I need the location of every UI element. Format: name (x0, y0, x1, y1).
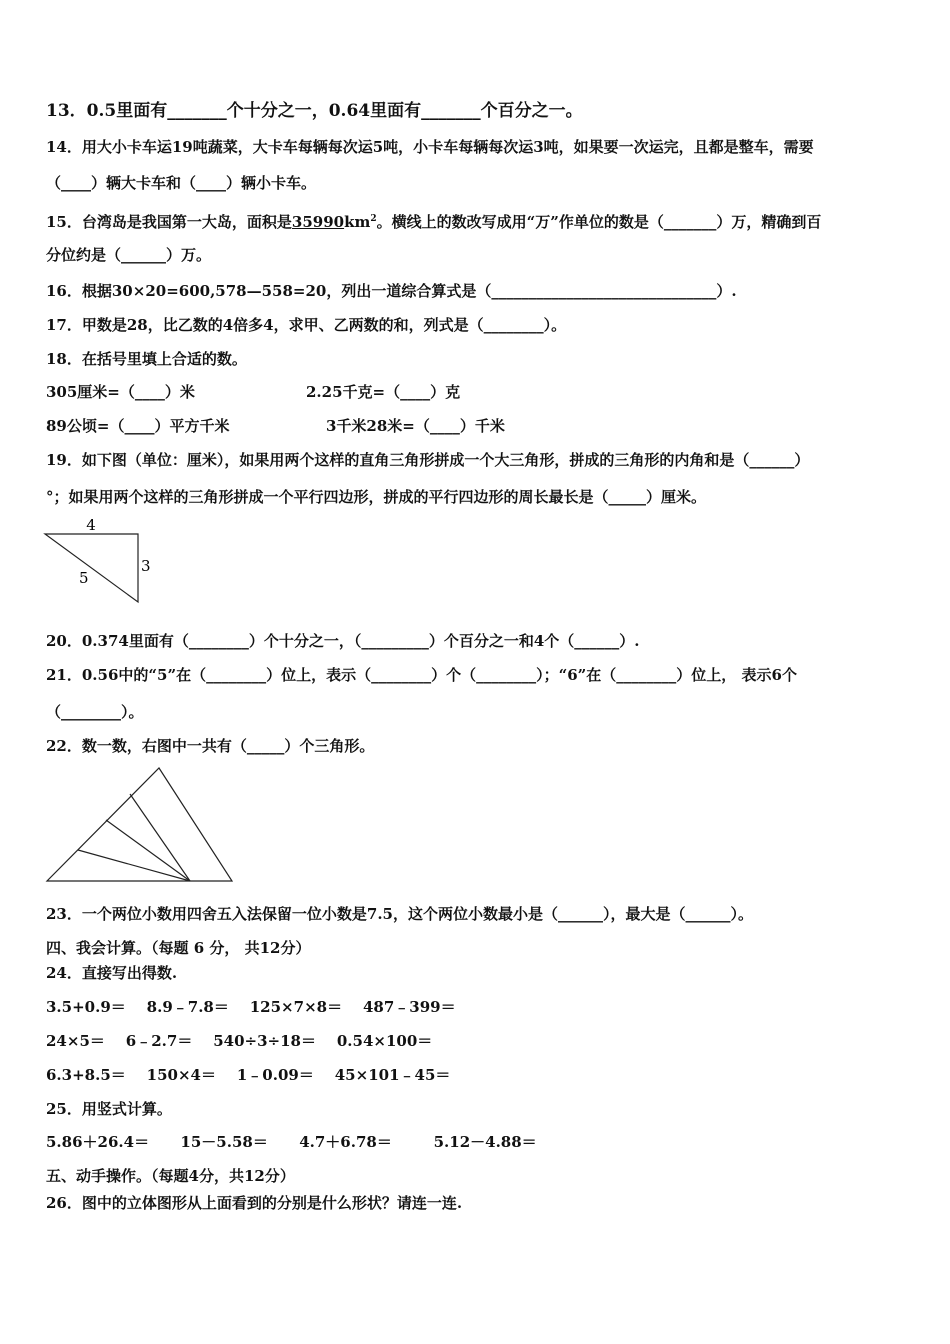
calc-item: 6﹣2.7＝ (125, 1032, 193, 1050)
calc-item: 125×7×8＝ (249, 998, 343, 1016)
calc-item: 0.54×100＝ (336, 1032, 433, 1050)
triangle-label-hypotenuse: 5 (79, 569, 89, 587)
section-5-heading: 五、动手操作。（每题4分，共12分） (46, 1167, 295, 1185)
q18-item-4: 3千米28米=（____）千米 (326, 417, 505, 435)
question-18: 18．在括号里填上合适的数。 (46, 350, 247, 368)
calc-item: 3.5+0.9＝ (46, 998, 126, 1016)
question-15-line2: 分位约是（______）万。 (46, 246, 212, 264)
vertical-calc-item: 4.7＋6.78＝ (299, 1133, 392, 1151)
question-26: 26．图中的立体图形从上面看到的分别是什么形状？请连一连. (46, 1194, 463, 1212)
question-13: 13．0.5里面有_______个十分之一，0.64里面有_______个百分之一。 (46, 101, 583, 121)
calc-item: 1﹣0.09＝ (236, 1066, 314, 1084)
calc-item: 24×5＝ (46, 1032, 105, 1050)
question-14-line1: 14．用大小卡车运19吨蔬菜，大卡车每辆每次运5吨，小卡车每辆每次运3吨，如果要一次运完，且都是整车，需要 (46, 138, 814, 156)
question-17: 17．甲数是28，比乙数的4倍多4，求甲、乙两数的和，列式是（________）。 (46, 316, 567, 334)
q18-item-1: 305厘米=（____）米 (46, 383, 195, 401)
outer-triangle (47, 768, 232, 881)
question-19-line2: °；如果用两个这样的三角形拼成一个平行四边形，拼成的平行四边形的周长最长是（_____）厘米。 (46, 488, 707, 506)
inner-line-1 (130, 794, 190, 881)
right-triangle-figure (40, 514, 160, 609)
vertical-calc-row (46, 1132, 537, 1152)
question-21-line1: 21．0.56中的“5”在（________）位上，表示（________）个（________）；“6”在（________）位上， 表示6个 (46, 666, 797, 684)
q18-item-2: 2.25千克=（____）克 (306, 383, 461, 401)
calc-row-2 (46, 1031, 432, 1051)
question-16: 16．根据30×20=600,578—558=20，列出一道综合算式是（______________________________）. (46, 282, 737, 300)
question-14-line2: （____）辆大卡车和（____）辆小卡车。 (46, 174, 317, 192)
question-20: 20．0.374里面有（________）个十分之一，（_________）个百分之一和4个（______）. (46, 632, 640, 650)
question-19-line1: 19．如下图（单位：厘米），如果用两个这样的直角三角形拼成一个大三角形，拼成的三角形的内角和是（______） (46, 451, 810, 469)
q15-unit: km (344, 213, 371, 231)
triangle-label-top: 4 (86, 516, 96, 534)
question-23: 23．一个两位小数用四舍五入法保留一位小数是7.5，这个两位小数最小是（______），最大是（______）。 (46, 905, 753, 923)
right-triangle-shape (45, 534, 138, 602)
question-21-line2: （________）。 (46, 703, 144, 721)
q15-underlined-number: 35990 (291, 213, 345, 231)
question-22: 22．数一数，右图中一共有（_____）个三角形。 (46, 737, 375, 755)
q15-superscript: 2 (370, 214, 377, 224)
section-4-heading: 四、我会计算。（每题 6 分， 共12分） (46, 939, 311, 957)
q15-suffix: 。横线上的数改写成用“万”作单位的数是（_______）万，精确到百 (376, 213, 822, 231)
calc-row-1 (46, 997, 456, 1017)
question-25: 25．用竖式计算。 (46, 1100, 172, 1118)
calc-item: 45×101﹣45＝ (334, 1066, 451, 1084)
q18-item-3: 89公顷=（____）平方千米 (46, 417, 230, 435)
q15-prefix: 15．台湾岛是我国第一大岛，面积是 (46, 213, 292, 231)
inner-line-3 (78, 850, 190, 881)
question-15-line1 (46, 209, 821, 232)
calc-item: 6.3+8.5＝ (46, 1066, 126, 1084)
vertical-calc-item: 15－5.58＝ (180, 1133, 268, 1151)
vertical-calc-item: 5.86＋26.4＝ (46, 1133, 150, 1151)
question-24: 24．直接写出得数. (46, 964, 178, 982)
inner-line-2 (106, 820, 190, 881)
triangle-count-figure (44, 764, 236, 884)
calc-item: 540÷3÷18＝ (213, 1032, 316, 1050)
calc-item: 8.9﹣7.8＝ (146, 998, 229, 1016)
calc-row-3 (46, 1065, 450, 1085)
triangle-label-right: 3 (141, 557, 151, 575)
calc-item: 487﹣399＝ (362, 998, 456, 1016)
calc-item: 150×4＝ (146, 1066, 216, 1084)
vertical-calc-item: 5.12－4.88＝ (433, 1133, 537, 1151)
